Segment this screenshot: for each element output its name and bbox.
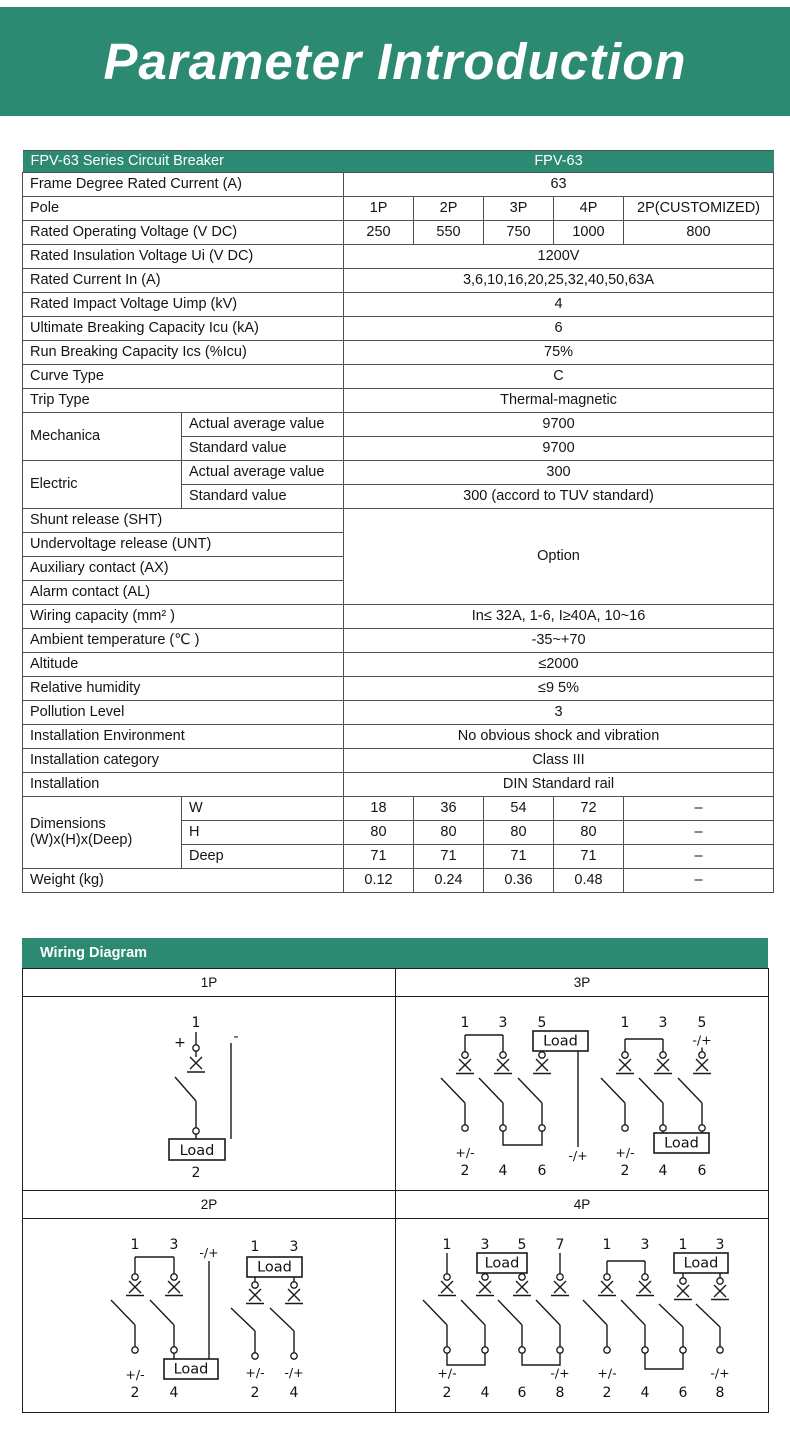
load-label: Load — [256, 1259, 292, 1276]
spec-value: 2P(CUSTOMIZED) — [624, 197, 774, 221]
terminal-label: 3 — [658, 1015, 667, 1031]
spec-model: FPV-63 — [344, 151, 774, 173]
wiring-section-3p-label: 3P — [396, 969, 769, 997]
terminal-label: 4 — [640, 1385, 649, 1401]
spec-label: Installation — [23, 773, 344, 797]
load-label: Load — [484, 1255, 519, 1272]
terminal-label: 5 — [537, 1015, 546, 1031]
spec-value: 9700 — [344, 413, 774, 437]
spec-label: Installation Environment — [23, 725, 344, 749]
spec-row — [23, 797, 774, 821]
spec-table-title: FPV-63 Series Circuit Breaker — [23, 151, 344, 173]
spec-row — [23, 173, 774, 197]
terminal-label: 2 — [130, 1385, 139, 1401]
spec-value: – — [624, 821, 774, 845]
terminal-label: 1 — [191, 1015, 200, 1031]
terminal-label: 1 — [130, 1237, 139, 1253]
terminal-label: 4 — [480, 1385, 489, 1401]
spec-label: Rated Insulation Voltage Ui (V DC) — [23, 245, 344, 269]
terminal-label: 3 — [640, 1237, 649, 1253]
spec-value: 71 — [344, 845, 414, 869]
spec-row — [23, 773, 774, 797]
terminal-label: 1 — [250, 1239, 259, 1255]
spec-sublabel: Deep — [182, 845, 344, 869]
spec-value: DIN Standard rail — [344, 773, 774, 797]
terminal-label: 4 — [498, 1163, 507, 1179]
terminal-label: 5 — [517, 1237, 526, 1253]
polarity-label: -/+ — [709, 1365, 730, 1381]
page-banner — [0, 7, 790, 116]
spec-value: Class III — [344, 749, 774, 773]
spec-value: ≤9 5% — [344, 677, 774, 701]
terminal-label: 1 — [460, 1015, 469, 1031]
spec-value: 3 — [344, 701, 774, 725]
polarity-label: -/+ — [198, 1245, 219, 1260]
spec-value: ≤2000 — [344, 653, 774, 677]
wiring-diagram-4p — [397, 1219, 768, 1411]
spec-header-row — [23, 151, 774, 173]
spec-value: 3,6,10,16,20,25,32,40,50,63A — [344, 269, 774, 293]
spec-label: Weight (kg) — [23, 869, 344, 893]
spec-row — [23, 461, 774, 485]
polarity-label: + — [173, 1035, 186, 1051]
terminal-label: 7 — [555, 1237, 564, 1253]
polarity-label: +/- — [454, 1145, 475, 1160]
spec-group-label: Dimensions (W)x(H)x(Deep) — [23, 797, 182, 869]
spec-label: Undervoltage release (UNT) — [23, 533, 344, 557]
spec-value: 250 — [344, 221, 414, 245]
spec-sublabel: Standard value — [182, 437, 344, 461]
polarity-label: +/- — [124, 1367, 145, 1382]
spec-row — [23, 653, 774, 677]
wiring-cell-1p — [23, 997, 396, 1191]
wiring-table — [22, 968, 769, 1413]
terminal-label: 4 — [289, 1385, 298, 1401]
terminal-label: 8 — [555, 1385, 564, 1401]
wiring-section-4p-label: 4P — [396, 1191, 769, 1219]
spec-row — [23, 629, 774, 653]
wiring-cell-2p — [23, 1219, 396, 1413]
spec-value: 1000 — [554, 221, 624, 245]
spec-row — [23, 365, 774, 389]
spec-value: 18 — [344, 797, 414, 821]
terminal-label: 2 — [191, 1165, 200, 1181]
polarity-label: +/- — [436, 1365, 457, 1381]
spec-label: Shunt release (SHT) — [23, 509, 344, 533]
spec-label: Installation category — [23, 749, 344, 773]
page-title: Parameter Introduction — [103, 33, 687, 90]
polarity-label: -/+ — [691, 1032, 712, 1048]
polarity-label: +/- — [614, 1145, 635, 1160]
spec-value: 0.24 — [414, 869, 484, 893]
spec-value: No obvious shock and vibration — [344, 725, 774, 749]
terminal-label: 3 — [289, 1239, 298, 1255]
wiring-diagram-1p — [24, 997, 395, 1189]
terminal-label: 2 — [460, 1163, 469, 1179]
spec-value: Option — [344, 509, 774, 605]
spec-row — [23, 269, 774, 293]
spec-group-label: Mechanica — [23, 413, 182, 461]
spec-label: Frame Degree Rated Current (A) — [23, 173, 344, 197]
spec-label: Rated Current In (A) — [23, 269, 344, 293]
terminal-label: 4 — [169, 1385, 178, 1401]
spec-value: 80 — [344, 821, 414, 845]
spec-value: 3P — [484, 197, 554, 221]
spec-value: 80 — [554, 821, 624, 845]
spec-value: 0.36 — [484, 869, 554, 893]
load-label: Load — [173, 1361, 208, 1378]
spec-label: Rated Impact Voltage Uimp (kV) — [23, 293, 344, 317]
terminal-label: 6 — [537, 1163, 546, 1179]
wiring-diagram-3p — [397, 997, 768, 1189]
spec-label: Curve Type — [23, 365, 344, 389]
spec-sublabel: W — [182, 797, 344, 821]
spec-label: Wiring capacity (mm² ) — [23, 605, 344, 629]
polarity-label: -/+ — [549, 1365, 570, 1381]
terminal-label: 2 — [250, 1385, 259, 1401]
spec-label: Ultimate Breaking Capacity Icu (kA) — [23, 317, 344, 341]
spec-value: 6 — [344, 317, 774, 341]
spec-value: 36 — [414, 797, 484, 821]
spec-value: 80 — [414, 821, 484, 845]
terminal-label: 1 — [442, 1237, 451, 1253]
spec-value: 800 — [624, 221, 774, 245]
spec-row — [23, 677, 774, 701]
spec-value: 9700 — [344, 437, 774, 461]
terminal-label: 2 — [602, 1385, 611, 1401]
spec-value: 550 — [414, 221, 484, 245]
polarity-label: +/- — [596, 1365, 617, 1381]
spec-value: 1P — [344, 197, 414, 221]
load-label: Load — [179, 1143, 214, 1159]
spec-row — [23, 869, 774, 893]
spec-value: 80 — [484, 821, 554, 845]
terminal-label: 1 — [620, 1015, 629, 1031]
spec-value: 2P — [414, 197, 484, 221]
spec-label: Pollution Level — [23, 701, 344, 725]
terminal-label: 3 — [169, 1237, 178, 1253]
terminal-label: 2 — [442, 1385, 451, 1401]
wiring-cell-4p — [396, 1219, 769, 1413]
spec-value: 71 — [414, 845, 484, 869]
spec-value: 750 — [484, 221, 554, 245]
spec-label: Pole — [23, 197, 344, 221]
spec-row — [23, 341, 774, 365]
polarity-label: - — [232, 1029, 239, 1045]
wiring-cell-3p — [396, 997, 769, 1191]
spec-row — [23, 245, 774, 269]
spec-label: Relative humidity — [23, 677, 344, 701]
spec-value: – — [624, 845, 774, 869]
spec-sublabel: Actual average value — [182, 461, 344, 485]
terminal-label: 6 — [697, 1163, 706, 1179]
spec-value: 63 — [344, 173, 774, 197]
wiring-diagram-header: Wiring Diagram — [22, 938, 768, 968]
spec-label: Ambient temperature (℃ ) — [23, 629, 344, 653]
spec-value: C — [344, 365, 774, 389]
wiring-diagram-2p — [24, 1219, 395, 1411]
terminal-label: 4 — [658, 1163, 667, 1179]
spec-table — [22, 150, 774, 893]
spec-value: In≤ 32A, 1-6, I≥40A, 10~16 — [344, 605, 774, 629]
spec-group-label: Electric — [23, 461, 182, 509]
spec-value: 4P — [554, 197, 624, 221]
spec-value: 0.48 — [554, 869, 624, 893]
spec-value: 4 — [344, 293, 774, 317]
load-label: Load — [542, 1033, 578, 1050]
polarity-label: +/- — [244, 1365, 265, 1380]
spec-sublabel: H — [182, 821, 344, 845]
load-label: Load — [663, 1135, 699, 1152]
spec-value: – — [624, 869, 774, 893]
spec-row — [23, 317, 774, 341]
spec-value: 71 — [554, 845, 624, 869]
polarity-label: -/+ — [567, 1148, 588, 1163]
spec-label: Auxiliary contact (AX) — [23, 557, 344, 581]
spec-value: 300 (accord to TUV standard) — [344, 485, 774, 509]
spec-value: -35~+70 — [344, 629, 774, 653]
spec-value: 71 — [484, 845, 554, 869]
spec-value: 75% — [344, 341, 774, 365]
terminal-label: 3 — [480, 1237, 489, 1253]
terminal-label: 3 — [715, 1237, 724, 1253]
spec-value: 300 — [344, 461, 774, 485]
spec-label: Run Breaking Capacity Ics (%Icu) — [23, 341, 344, 365]
spec-value: 1200V — [344, 245, 774, 269]
spec-label: Altitude — [23, 653, 344, 677]
terminal-label: 3 — [498, 1015, 507, 1031]
terminal-label: 8 — [715, 1385, 724, 1401]
terminal-label: 5 — [697, 1015, 706, 1031]
spec-row — [23, 749, 774, 773]
spec-sublabel: Actual average value — [182, 413, 344, 437]
spec-row — [23, 389, 774, 413]
spec-row — [23, 197, 774, 221]
spec-value: 54 — [484, 797, 554, 821]
spec-row — [23, 701, 774, 725]
spec-value: 72 — [554, 797, 624, 821]
spec-row — [23, 221, 774, 245]
spec-value: – — [624, 797, 774, 821]
spec-row — [23, 725, 774, 749]
spec-label: Alarm contact (AL) — [23, 581, 344, 605]
spec-row — [23, 413, 774, 437]
terminal-label: 6 — [517, 1385, 526, 1401]
polarity-label: -/+ — [283, 1365, 304, 1380]
spec-label: Trip Type — [23, 389, 344, 413]
terminal-label: 2 — [620, 1163, 629, 1179]
spec-row — [23, 509, 774, 533]
spec-sublabel: Standard value — [182, 485, 344, 509]
wiring-section-2p-label: 2P — [23, 1191, 396, 1219]
load-label: Load — [683, 1255, 718, 1272]
circuit-lines — [169, 1032, 231, 1160]
spec-row — [23, 293, 774, 317]
spec-value: 0.12 — [344, 869, 414, 893]
terminal-label: 6 — [678, 1385, 687, 1401]
wiring-section-1p-label: 1P — [23, 969, 396, 997]
terminal-label: 1 — [602, 1237, 611, 1253]
spec-value: Thermal-magnetic — [344, 389, 774, 413]
spec-row — [23, 605, 774, 629]
terminal-label: 1 — [678, 1237, 687, 1253]
spec-label: Rated Operating Voltage (V DC) — [23, 221, 344, 245]
